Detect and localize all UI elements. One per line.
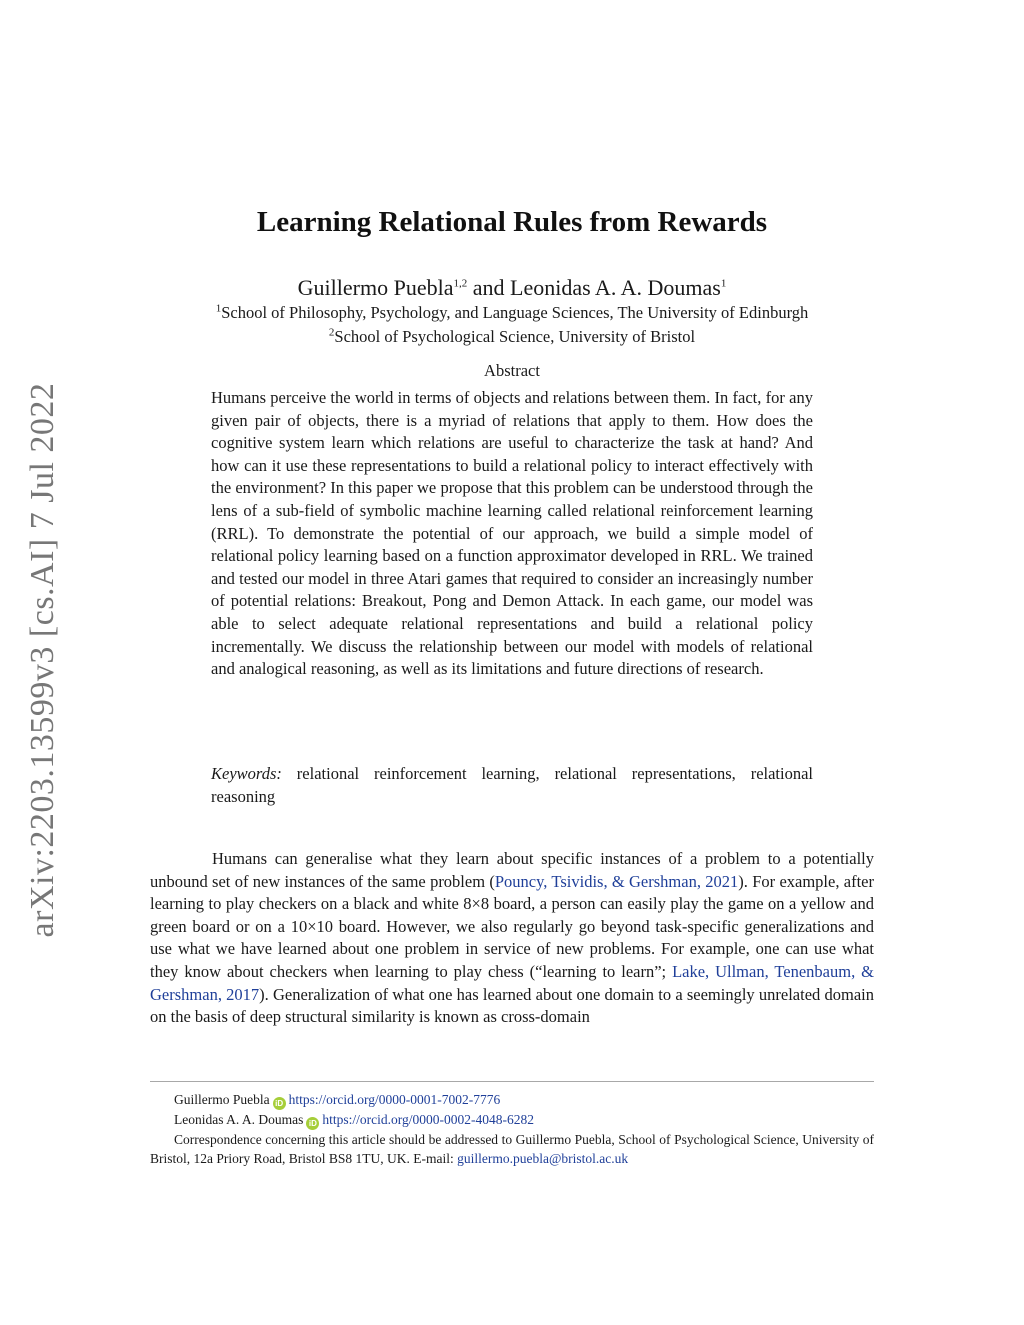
footnotes [150, 1090, 874, 1168]
paper-title: Learning Relational Rules from Rewards [256, 206, 768, 238]
affiliation-2-mark: 2 [328, 326, 335, 339]
footnote-author-1 [150, 1090, 874, 1110]
keywords-text: relational reinforcement learning, relational representations, relational reasoning [211, 764, 813, 806]
intro-paragraph [150, 848, 874, 1029]
affiliation-1-text: School of Philosophy, Psychology, and Language Sciences, The University of Edinburgh [221, 303, 809, 322]
affiliation-1-mark: 1 [215, 302, 222, 315]
arxiv-identifier: arXiv:2203.13599v3 [cs.AI] 7 Jul 2022 [24, 382, 61, 938]
intro-text-part-2: ). For example, after learning to play checkers on a black and white 8×8 board, a person can easily play the game on a yellow and green board or on a 10×10 board. However, we also regularly go beyond task-specific generalizations and use what we have learned about one problem in service of new problems. For example, one can use what they know about checkers when learning to play chess (“learning to learn”; [150, 871, 874, 981]
affiliation-2 [0, 327, 1024, 347]
orcid-icon: iD [273, 1097, 286, 1110]
citation-lake-2017[interactable]: Lake, Ullman, Tenenbaum, & Gershman, 2017 [150, 961, 874, 1004]
abstract-text: Humans perceive the world in terms of objects and relations between them. In fact, for any given pair of objects, there is a myriad of relations that apply to them. How does the cognitive system learn which relations are useful to characterize the task at hand? And how can it use these representations to build a relational policy to interact effectively with the environment? In this paper we propose that this problem can be understood through the lens of a sub-field of symbolic machine learning called relational reinforcement learning (RRL). To demonstrate the potential of our approach, we build a simple model of relational policy learning based on a function approximator developed in RRL. We trained and tested our model in three Atari games that required to consider an increasingly number of potential relations: Breakout, Pong and Demon Attack. In each game, our model was able to select adequate relational representations and build a relational policy incrementally. We discuss the relationship between our model with models of relational and analogical reasoning, as well as its limitations and future directions of research. [211, 388, 813, 679]
author-1-affiliation-marks: 1,2 [453, 277, 468, 290]
correspondence-email-link[interactable]: guillermo.puebla@bristol.ac.uk [457, 1151, 629, 1166]
footnote-divider [150, 1081, 874, 1082]
author-2-name: Leonidas A. A. Doumas [510, 275, 721, 300]
correspondence-text: Correspondence concerning this article should be addressed to Guillermo Puebla, School of Psychological Science, University of Bristol, 12a Priory Road, Bristol BS8 1TU, UK. E-mail: [150, 1132, 874, 1166]
keywords [211, 763, 813, 808]
intro-text-part-3: ). Generalization of what one has learned about one domain to a seemingly unrelated domain on the basis of deep structural similarity is known as cross-domain [150, 984, 874, 1027]
keywords-label: Keywords: [211, 764, 282, 783]
affiliation-1 [0, 303, 1024, 323]
abstract-heading: Abstract [484, 361, 540, 380]
orcid-link-author-2[interactable]: https://orcid.org/0000-0002-4048-6282 [322, 1112, 534, 1127]
arxiv-side-stamp [18, 380, 68, 940]
author-line [0, 275, 1024, 301]
intro-text-part-1: Humans can generalise what they learn about specific instances of a problem to a potentially unbound set of new instances of the same problem ( [150, 849, 874, 891]
affiliation-2-text: School of Psychological Science, University of Bristol [334, 327, 696, 346]
footnote-author-2 [150, 1110, 874, 1130]
citation-pouncy-2021[interactable]: Pouncy, Tsividis, & Gershman, 2021 [494, 871, 739, 891]
author-2-affiliation-marks: 1 [720, 277, 727, 290]
footnote-correspondence [150, 1130, 874, 1168]
author-connector: and [467, 275, 510, 300]
footnote-author-2-name: Leonidas A. A. Doumas [174, 1112, 304, 1127]
orcid-link-author-1[interactable]: https://orcid.org/0000-0001-7002-7776 [288, 1092, 501, 1107]
footnote-author-1-name: Guillermo Puebla [174, 1092, 270, 1107]
author-1-name: Guillermo Puebla [297, 275, 454, 300]
orcid-icon: iD [306, 1117, 319, 1130]
